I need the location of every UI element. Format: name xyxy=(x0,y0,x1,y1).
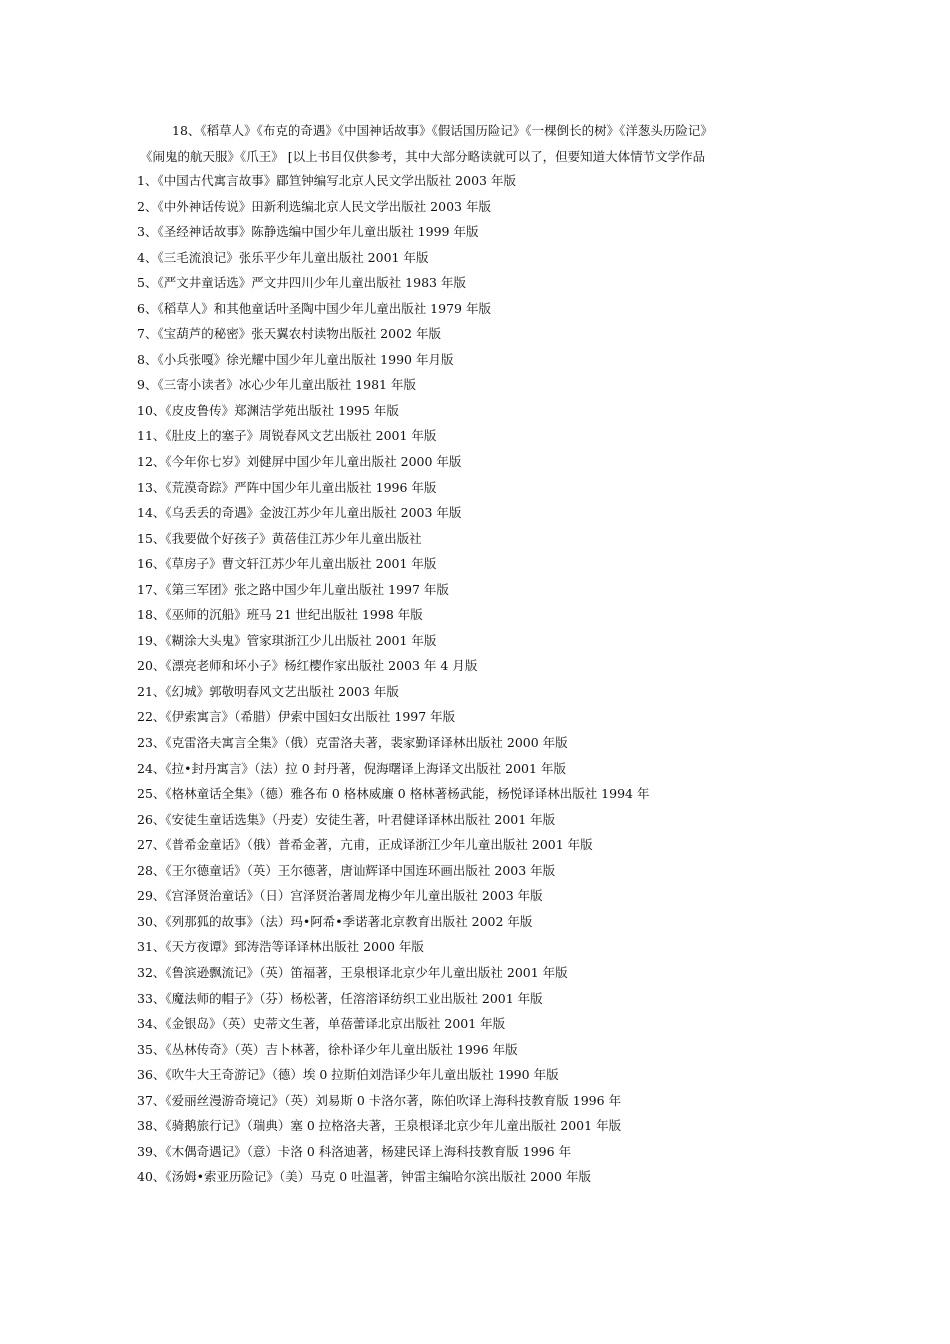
list-item: 37、《爱丽丝漫游奇境记》（英）刘易斯 0 卡洛尔著，陈伯吹译上海科技教育版 1996 年 xyxy=(137,1092,622,1108)
list-item: 23、《克雷洛夫寓言全集》（俄）克雷洛夫著，裴家勤译译林出版社 2000 年版 xyxy=(137,735,568,751)
list-item: 13、《荒漠奇踪》严阵中国少年儿童出版社 1996 年版 xyxy=(137,479,437,495)
list-item: 18、《巫师的沉船》班马 21 世纪出版社 1998 年版 xyxy=(137,607,423,623)
list-item: 29、《宫泽贤治童话》（日）宫泽贤治著周龙梅少年儿童出版社 2003 年版 xyxy=(137,888,543,904)
list-item: 30、《列那狐的故事》（法）玛•阿希•季诺著北京教育出版社 2002 年版 xyxy=(137,913,533,929)
list-item: 10、《皮皮鲁传》郑渊洁学苑出版社 1995 年版 xyxy=(137,402,399,418)
list-item: 28、《王尔德童话》（英）王尔德著，唐讪辉译中国连环画出版社 2003 年版 xyxy=(137,862,556,878)
list-item: 36、《吹牛大王奇游记》（德）埃 0 拉斯伯刘浩译少年儿童出版社 1990 年版 xyxy=(137,1067,559,1083)
list-item: 31、《天方夜谭》郅涛浩等译译林出版社 2000 年版 xyxy=(137,939,424,955)
list-item: 5、《严文井童话选》严文井四川少年儿童出版社 1983 年版 xyxy=(137,275,466,291)
list-item: 34、《金银岛》（英）史蒂文生著，单蓓蕾译北京出版社 2001 年版 xyxy=(137,1016,506,1032)
book-list xyxy=(137,168,837,1190)
list-item: 27、《普希金童话》（俄）普希金著，亢甫，正成译浙江少年儿童出版社 2001 年版 xyxy=(137,837,593,853)
list-item: 21、《幻城》郭敬明春风文艺出版社 2003 年版 xyxy=(137,683,399,699)
list-item: 6、《稻草人》和其他童话叶圣陶中国少年儿童出版社 1979 年版 xyxy=(137,300,491,316)
list-item: 16、《草房子》曹文轩江苏少年儿童出版社 2001 年版 xyxy=(137,556,437,572)
list-item: 14、《乌丢丢的奇遇》金波江苏少年儿童出版社 2003 年版 xyxy=(137,505,462,521)
list-item: 8、《小兵张嘎》徐光耀中国少年儿童出版社 1990 年月版 xyxy=(137,351,454,367)
list-item: 24、《拉•封丹寓言》（法）拉 0 封丹著，倪海曙译上海译文出版社 2001 年版 xyxy=(137,760,566,776)
list-item: 33、《魔法师的帽子》（芬）杨松著，任溶溶译纺织工业出版社 2001 年版 xyxy=(137,990,543,1006)
list-item: 4、《三毛流浪记》张乐平少年儿童出版社 2001 年版 xyxy=(137,249,429,265)
list-item: 12、《今年你七岁》刘健屏中国少年儿童出版社 2000 年版 xyxy=(137,454,462,470)
list-item: 15、《我要做个好孩子》黄蓓佳江苏少年儿童出版社 xyxy=(137,530,422,546)
list-item: 38、《骑鹅旅行记》（瑞典）塞 0 拉格洛夫著，王泉根译北京少年儿童出版社 2001 年版 xyxy=(137,1118,622,1134)
list-item: 20、《漂亮老师和坏小子》杨红樱作家出版社 2003 年 4 月版 xyxy=(137,658,478,674)
list-item: 39、《木偶奇遇记》（意）卡洛 0 科洛迪著，杨建民译上海科技教育版 1996 年 xyxy=(137,1143,572,1159)
list-item: 1、《中国古代寓言故事》郿笪钟编写北京人民文学出版社 2003 年版 xyxy=(137,173,516,188)
list-item: 2、《中外神话传说》田新利选编北京人民文学出版社 2003 年版 xyxy=(137,198,491,214)
list-item: 19、《糊涂大头鬼》管家琪浙江少儿出版社 2001 年版 xyxy=(137,632,437,648)
list-item: 26、《安徒生童话选集》（丹麦）安徒生著，叶君健译译林出版社 2001 年版 xyxy=(137,811,556,827)
list-item: 32、《鲁滨逊飘流记》（英）笛福著，王泉根译北京少年儿童出版社 2001 年版 xyxy=(137,964,568,980)
intro-line-2: 《闹鬼的航天服》《爪王》 [以上书目仅供参考，其中大部分略读就可以了，但要知道大体情节文学作品 xyxy=(140,149,706,164)
list-item: 17、《第三军团》张之路中国少年儿童出版社 1997 年版 xyxy=(137,581,449,597)
list-item: 40、《汤姆•索亚历险记》（美）马克 0 吐温著，钟雷主编哈尔滨出版社 2000 年版 xyxy=(137,1169,591,1185)
list-item: 9、《三寄小读者》冰心少年儿童出版社 1981 年版 xyxy=(137,377,416,393)
list-item: 11、《肚皮上的塞子》周锐春风文艺出版社 2001 年版 xyxy=(137,428,437,444)
list-item: 22、《伊索寓言》（希腊）伊索中国妇女出版社 1997 年版 xyxy=(137,709,456,725)
list-item: 25、《格林童话全集》（德）雅各布 0 格林威廉 0 格林著杨武能，杨悦译译林出版社 1994 年 xyxy=(137,786,650,802)
list-item: 7、《宝葫芦的秘密》张天翼农村读物出版社 2002 年版 xyxy=(137,326,441,342)
intro-line-1: 18、《稻草人》《布克的奇遇》《中国神话故事》《假话国历险记》《一棵倒长的树》《洋葱头历险记》 xyxy=(172,123,713,138)
intro-paragraph xyxy=(140,118,820,170)
list-item: 3、《圣经神话故事》陈静选编中国少年儿童出版社 1999 年版 xyxy=(137,224,479,240)
list-item: 35、《丛林传奇》（英）吉卜林著，徐朴译少年儿童出版社 1996 年版 xyxy=(137,1041,518,1057)
